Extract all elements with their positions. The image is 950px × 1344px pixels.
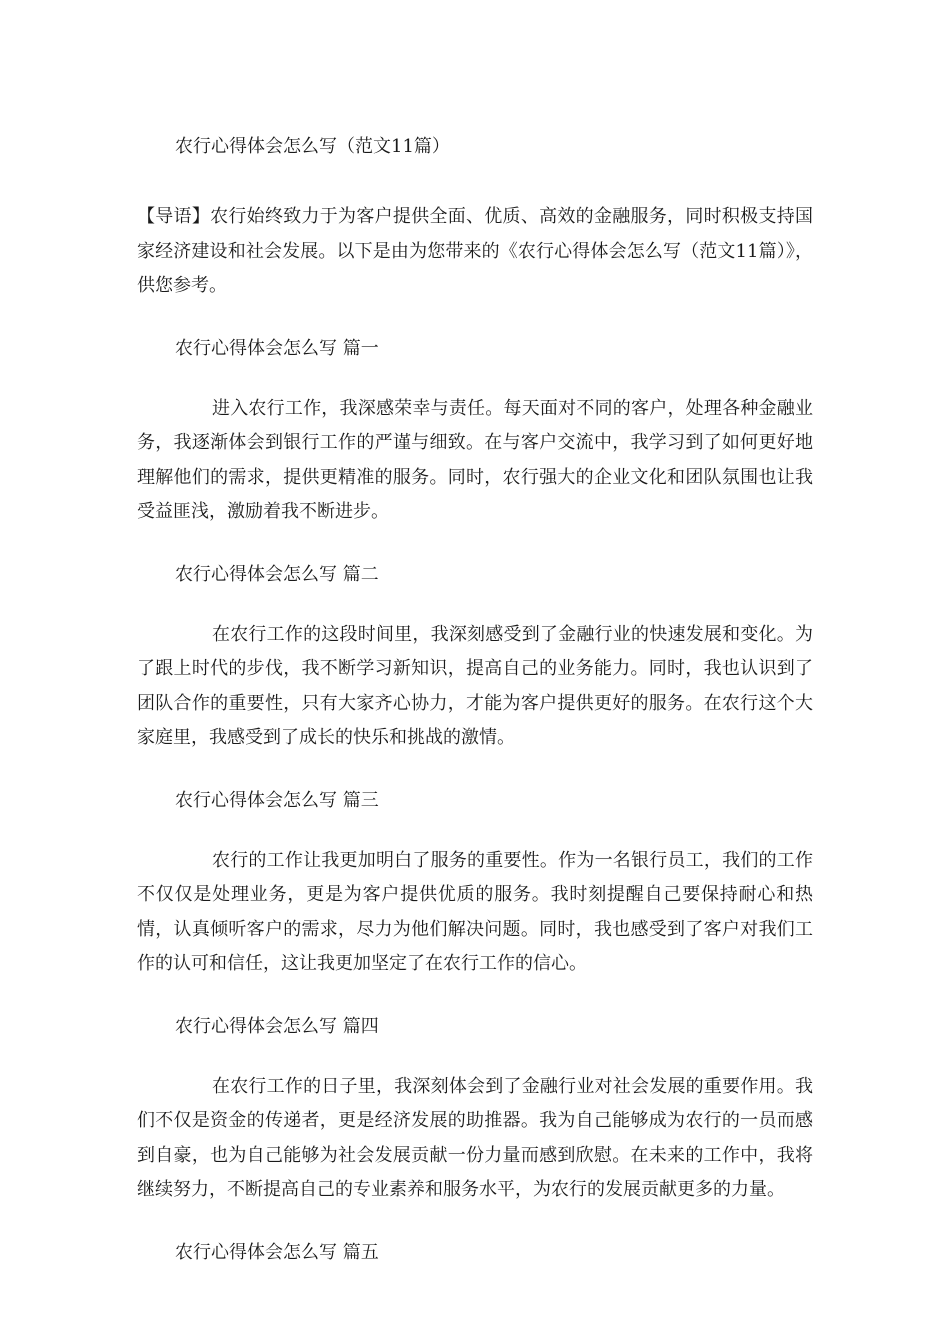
- section-2: [137, 558, 813, 756]
- section-body: 在农行工作的日子里，我深刻体会到了金融行业对社会发展的重要作用。我们不仅是资金的传递者，更是经济发展的助推器。我为自己能够成为农行的一员而感到自豪，也为自己能够为社会发展贡献一份力量而感到欣慰。在未来的工作中，我将继续努力，不断提高自己的专业素养和服务水平，为农行的发展贡献更多的力量。: [137, 1075, 813, 1200]
- section-heading: 农行心得体会怎么写 篇三: [175, 789, 379, 811]
- section-4: [137, 1010, 813, 1208]
- section-heading: 农行心得体会怎么写 篇五: [175, 1241, 379, 1263]
- section-heading: 农行心得体会怎么写 篇一: [175, 337, 379, 359]
- section-1: [137, 332, 813, 530]
- document-content: [137, 130, 813, 1296]
- section-heading: 农行心得体会怎么写 篇二: [175, 563, 379, 585]
- document-title: 农行心得体会怎么写（范文11篇）: [175, 136, 450, 157]
- section-heading: 农行心得体会怎么写 篇四: [175, 1015, 379, 1037]
- section-body: 在农行工作的这段时间里，我深刻感受到了金融行业的快速发展和变化。为了跟上时代的步伐，我不断学习新知识，提高自己的业务能力。同时，我也认识到了团队合作的重要性，只有大家齐心协力，才能为客户提供更好的服务。在农行这个大家庭里，我感受到了成长的快乐和挑战的激情。: [137, 623, 813, 748]
- intro-paragraph: 【导语】农行始终致力于为客户提供全面、优质、高效的金融服务，同时积极支持国家经济建设和社会发展。以下是由为您带来的《农行心得体会怎么写（范文11篇）》，供您参考。: [137, 206, 813, 296]
- section-body: 进入农行工作，我深感荣幸与责任。每天面对不同的客户，处理各种金融业务，我逐渐体会到银行工作的严谨与细致。在与客户交流中，我学习到了如何更好地理解他们的需求，提供更精准的服务。同时，农行强大的企业文化和团队氛围也让我受益匪浅，激励着我不断进步。: [137, 397, 813, 522]
- section-5: [137, 1236, 813, 1270]
- section-3: [137, 784, 813, 982]
- section-body: 农行的工作让我更加明白了服务的重要性。作为一名银行员工，我们的工作不仅仅是处理业务，更是为客户提供优质的服务。我时刻提醒自己要保持耐心和热情，认真倾听客户的需求，尽力为他们解决问题。同时，我也感受到了客户对我们工作的认可和信任，这让我更加坚定了在农行工作的信心。: [137, 849, 813, 974]
